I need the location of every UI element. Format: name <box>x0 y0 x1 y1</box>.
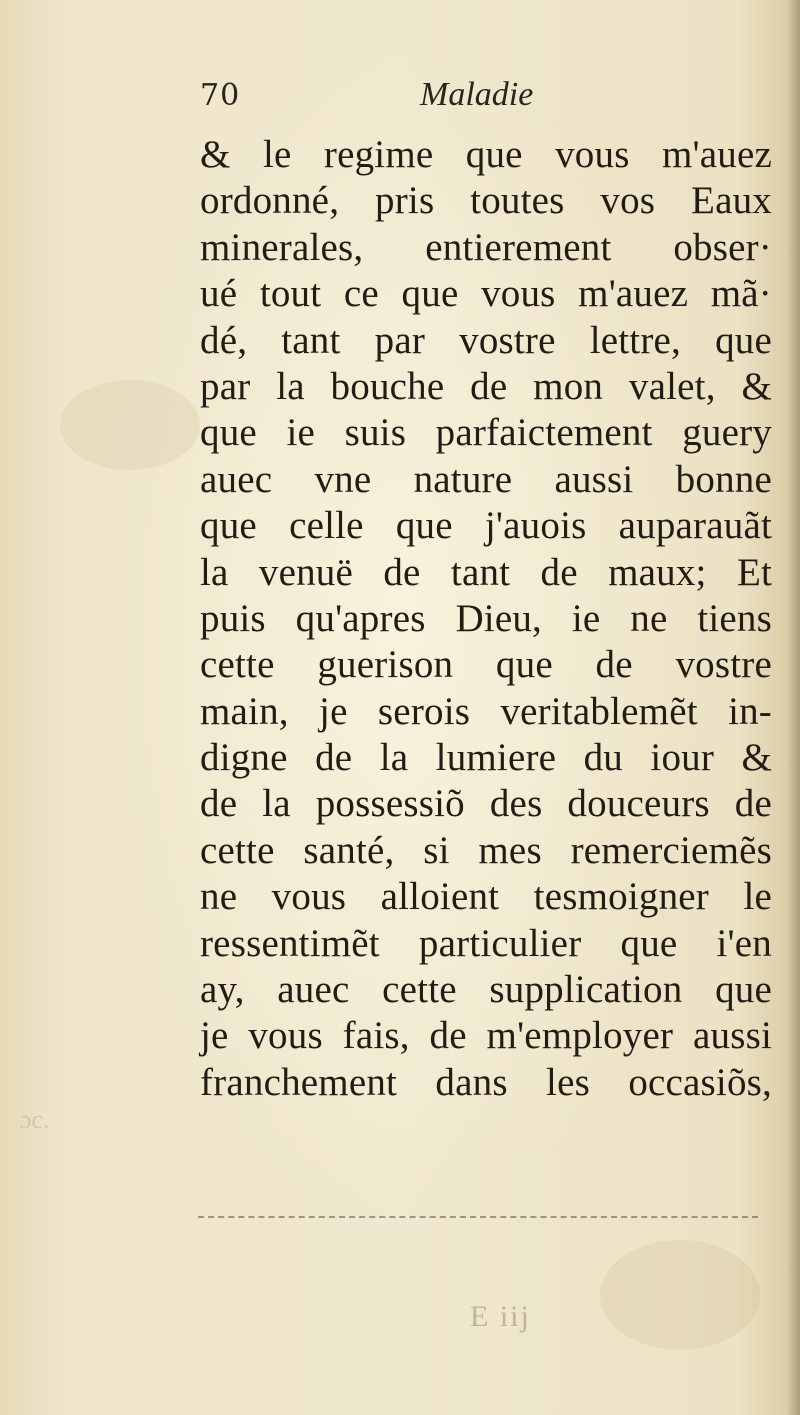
body-text <box>200 132 772 1106</box>
page-header <box>200 78 760 128</box>
text-line: la venuë de tant de maux; Et <box>200 550 772 594</box>
text-line: ay, auec cette supplication que <box>200 968 772 1012</box>
text-line: par la bouche de mon valet, & <box>200 364 772 408</box>
text-line: digne de la lumiere du iour & <box>200 736 772 780</box>
text-line: ressentimẽt particulier que i'en <box>200 921 772 965</box>
signature-mark: E iij <box>470 1300 531 1333</box>
text-line: puis qu'apres Dieu, ie ne tiens <box>200 596 772 640</box>
text-line: cette guerison que de vostre <box>200 643 772 687</box>
text-line: ne vous alloient tesmoigner le <box>200 875 772 919</box>
text-line: minerales, entierement obser· <box>200 225 772 269</box>
text-line: cette santé, si mes remerciemẽs <box>200 828 772 872</box>
running-title: Maladie <box>420 76 534 113</box>
text-line: je vous fais, de m'employer aussi <box>200 1014 772 1058</box>
page-number: 70 <box>200 78 241 113</box>
bleed-through-mark: ɔc. <box>20 1105 50 1134</box>
paper-stain <box>600 1240 760 1350</box>
text-line: que ie suis parfaictement guery <box>200 411 772 455</box>
page-edge-shadow <box>786 0 800 1415</box>
text-line: dé, tant par vostre lettre, que <box>200 318 772 362</box>
paper-stain <box>60 380 200 470</box>
text-line: franchement dans les occasiõs, <box>200 1060 772 1104</box>
text-line: de la possessiõ des douceurs de <box>200 782 772 826</box>
text-line: que celle que j'auois auparauãt <box>200 504 772 548</box>
text-line: auec vne nature aussi bonne <box>200 457 772 501</box>
text-line: main, je serois veritablemẽt in- <box>200 689 772 733</box>
catchword-rule <box>198 1216 758 1218</box>
text-line: ué tout ce que vous m'auez mã· <box>200 272 772 316</box>
text-line: & le regime que vous m'auez <box>200 133 772 176</box>
text-line: ordonné, pris toutes vos Eaux <box>200 179 772 223</box>
